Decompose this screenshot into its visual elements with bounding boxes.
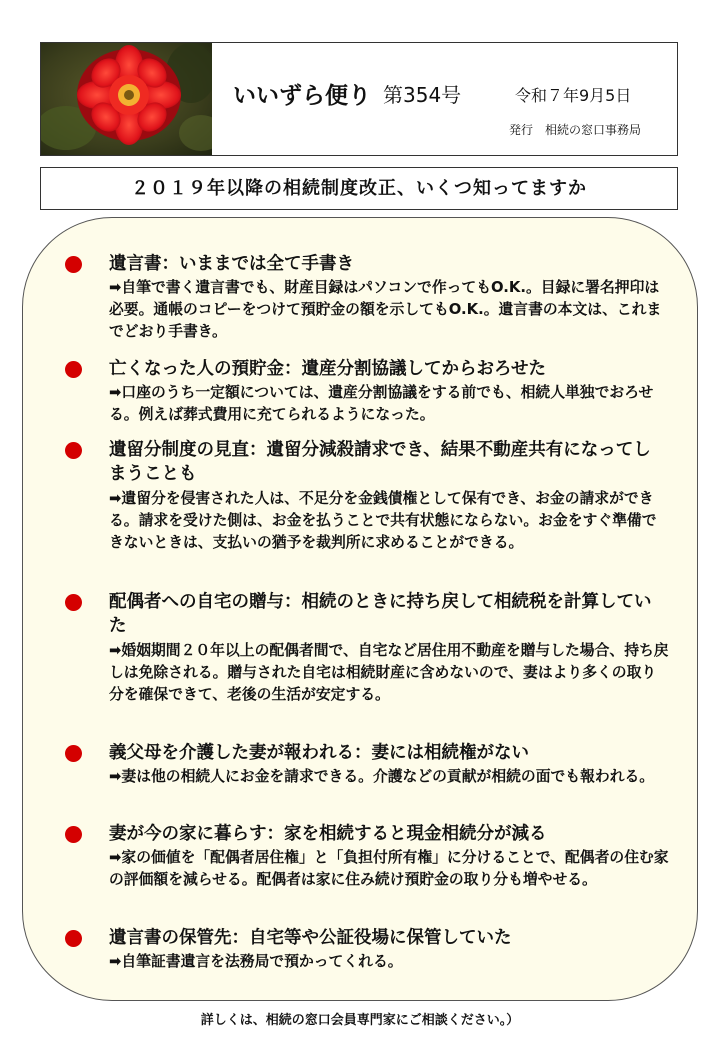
- topic-body: ➡自筆証書遺言を法務局で預かってくれる。: [109, 953, 403, 970]
- content-panel: [22, 217, 698, 1001]
- topic-title: 遺言書の保管先：自宅等や公証役場に保管していた: [109, 928, 512, 948]
- headline: ２０１９年以降の相続制度改正、いくつ知ってますか: [40, 167, 678, 210]
- footer-note: 詳しくは、相続の窓口会員専門家にご相談ください。）: [200, 1013, 520, 1028]
- topic-body: ➡遺留分を侵害された人は、不足分を金銭債権として保有でき、お金の請求ができる。請求を受けた側は、お金を払うことで共有状態にならない。お金をすぐ準備できないときは、支払いの猶予を裁判所に求めることができる。: [109, 490, 657, 551]
- bullet-dot-icon: [65, 826, 82, 843]
- bullet-dot-icon: [65, 361, 82, 378]
- bullet-dot-icon: [65, 594, 82, 611]
- bullet-dot-icon: [65, 256, 82, 273]
- topic-title: 妻が今の家に暮らす：家を相続すると現金相続分が減る: [109, 824, 547, 844]
- bullet-dot-icon: [65, 930, 82, 947]
- newsletter-header: [40, 42, 678, 156]
- topic-body: ➡自筆で書く遺言書でも、財産目録はパソコンで作ってもO.K.。目録に署名押印は必要。通帳のコピーをつけて預貯金の額を示してもO.K.。遺言書の本文は、これまでどおり手書き。: [109, 279, 662, 340]
- issue-date: 令和７年9月5日: [515, 86, 632, 105]
- bullet-dot-icon: [65, 745, 82, 762]
- topic-title: 遺留分制度の見直：遺留分減殺請求でき、結果不動産共有になってしまうことも: [109, 440, 651, 484]
- topic-title: 遺言書：いままでは全て手書き: [109, 254, 354, 274]
- newsletter-name: いいずら便り: [233, 83, 371, 109]
- issue-number: 第354号: [383, 83, 462, 107]
- topic-title: 亡くなった人の預貯金：遺産分割協議してからおろせた: [109, 359, 546, 379]
- topic-body: ➡婚姻期間２０年以上の配偶者間で、自宅など居住用不動産を贈与した場合、持ち戻しは免除される。贈与された自宅は相続財産に含めないので、妻はより多くの取り分を確保できて、老後の生活が安定する。: [109, 642, 669, 703]
- bullet-dot-icon: [65, 442, 82, 459]
- topic-body: ➡妻は他の相続人にお金を請求できる。介護などの貢献が相続の面でも報われる。: [109, 768, 655, 785]
- topic-body: ➡口座のうち一定額については、遺産分割協議をする前でも、相続人単独でおろせる。例えば葬式費用に充てられるようになった。: [109, 384, 654, 423]
- topic-title: 配偶者への自宅の贈与：相続のときに持ち戻して相続税を計算していた: [109, 592, 652, 636]
- publisher: 発行 相続の窓口事務局: [509, 123, 642, 137]
- red-zinnia-flower-photo: [41, 43, 212, 155]
- topic-body: ➡家の価値を「配偶者居住権」と「負担付所有権」に分けることで、配偶者の住む家の評価額を減らせる。配偶者は家に住み続け預貯金の取り分も増やせる。: [109, 849, 669, 888]
- topic-title: 義父母を介護した妻が報われる：妻には相続権がない: [109, 743, 529, 763]
